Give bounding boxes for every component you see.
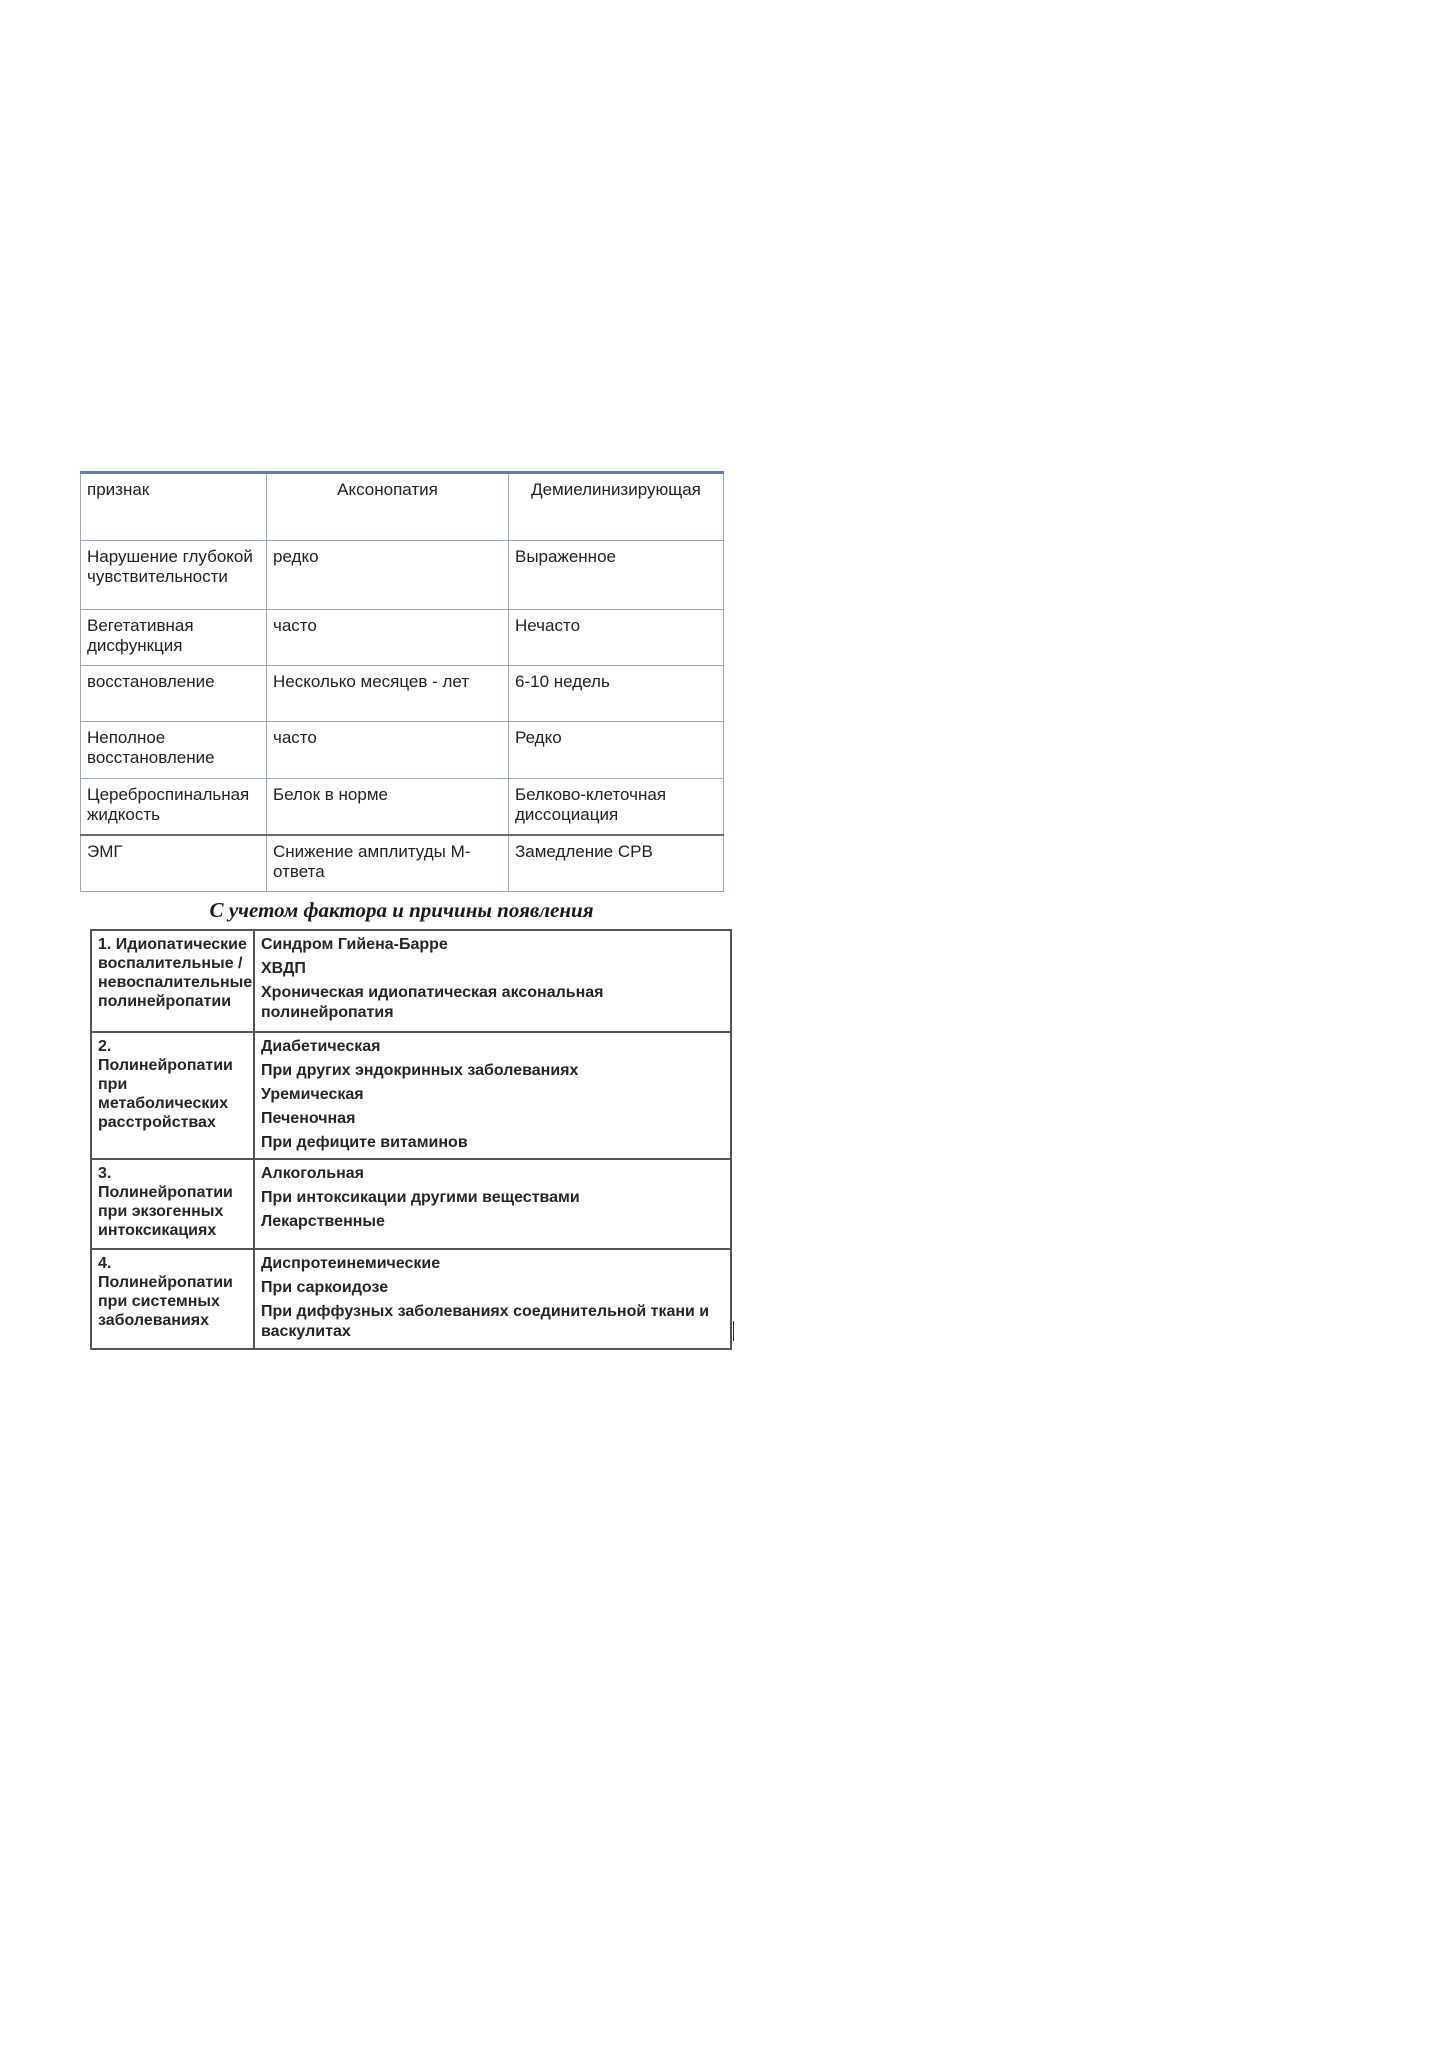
- items-cell: [254, 1032, 731, 1159]
- header-cell-demyelinating: Демиелинизирующая: [509, 473, 724, 541]
- table-cell: 6-10 недель: [509, 666, 724, 722]
- table-row: [81, 722, 724, 779]
- list-item: При дефиците витаминов: [261, 1134, 468, 1151]
- category-cell: 4. Полинейропатии при системных заболеваниях: [91, 1249, 254, 1349]
- list-item: Диспротеинемические: [261, 1255, 441, 1272]
- list-item: Лекарственные: [261, 1213, 385, 1230]
- table-row: [91, 1249, 731, 1349]
- table-header-row: [81, 473, 724, 541]
- header-cell-feature: признак: [81, 473, 267, 541]
- table-cell: Выраженное: [509, 541, 724, 610]
- table-cell: часто: [267, 722, 509, 779]
- table-cell: Нечасто: [509, 610, 724, 666]
- table-cell: ЭМГ: [81, 835, 267, 892]
- comparison-table: [80, 471, 724, 892]
- list-item: Печеночная: [261, 1110, 356, 1127]
- table-cell: Белок в норме: [267, 779, 509, 836]
- table-row: [91, 1159, 731, 1249]
- table-row: [81, 835, 724, 892]
- list-item: При интоксикации другими веществами: [261, 1189, 580, 1206]
- table-cell: Замедление СРВ: [509, 835, 724, 892]
- table-cell: редко: [267, 541, 509, 610]
- list-item: При диффузных заболеваниях соединительной ткани и васкулитах: [261, 1303, 710, 1340]
- items-cell: [254, 1249, 731, 1349]
- table-row: [81, 610, 724, 666]
- list-item: При саркоидозе: [261, 1279, 389, 1296]
- table-row: [91, 1032, 731, 1159]
- table-row: [81, 541, 724, 610]
- list-item: ХВДП: [261, 960, 306, 977]
- items-cell: [254, 930, 731, 1032]
- section-heading: С учетом фактора и причины появления: [209, 898, 594, 922]
- table-cell: восстановление: [81, 666, 267, 722]
- category-cell: 1. Идиопатические воспалительные / невоспалительные полинейропатии: [91, 930, 254, 1032]
- table-cell: Вегетативная дисфункция: [81, 610, 267, 666]
- list-item: Синдром Гийена-Барре: [261, 936, 448, 953]
- items-cell: [254, 1159, 731, 1249]
- text-cursor-mark: [733, 1321, 734, 1341]
- list-item: Уремическая: [261, 1086, 364, 1103]
- header-cell-axonopathy: Аксонопатия: [267, 473, 509, 541]
- table-cell: Редко: [509, 722, 724, 779]
- list-item: Алкогольная: [261, 1165, 365, 1182]
- table-row: [81, 666, 724, 722]
- category-cell: 3. Полинейропатии при экзогенных интоксикациях: [91, 1159, 254, 1249]
- table-cell: Несколько месяцев - лет: [267, 666, 509, 722]
- list-item: При других эндокринных заболеваниях: [261, 1062, 579, 1079]
- table-row: [91, 930, 731, 1032]
- table-cell: Снижение амплитуды М-ответа: [267, 835, 509, 892]
- classification-table: [90, 929, 732, 1350]
- list-item: Диабетическая: [261, 1038, 381, 1055]
- table-cell: часто: [267, 610, 509, 666]
- table-cell: Неполное восстановление: [81, 722, 267, 779]
- table-cell: Цереброспинальная жидкость: [81, 779, 267, 836]
- list-item: Хроническая идиопатическая аксональная полинейропатия: [261, 984, 604, 1021]
- table-row: [81, 779, 724, 836]
- category-cell: 2. Полинейропатии при метаболических расстройствах: [91, 1032, 254, 1159]
- table-cell: Нарушение глубокой чувствительности: [81, 541, 267, 610]
- table-cell: Белково-клеточная диссоциация: [509, 779, 724, 836]
